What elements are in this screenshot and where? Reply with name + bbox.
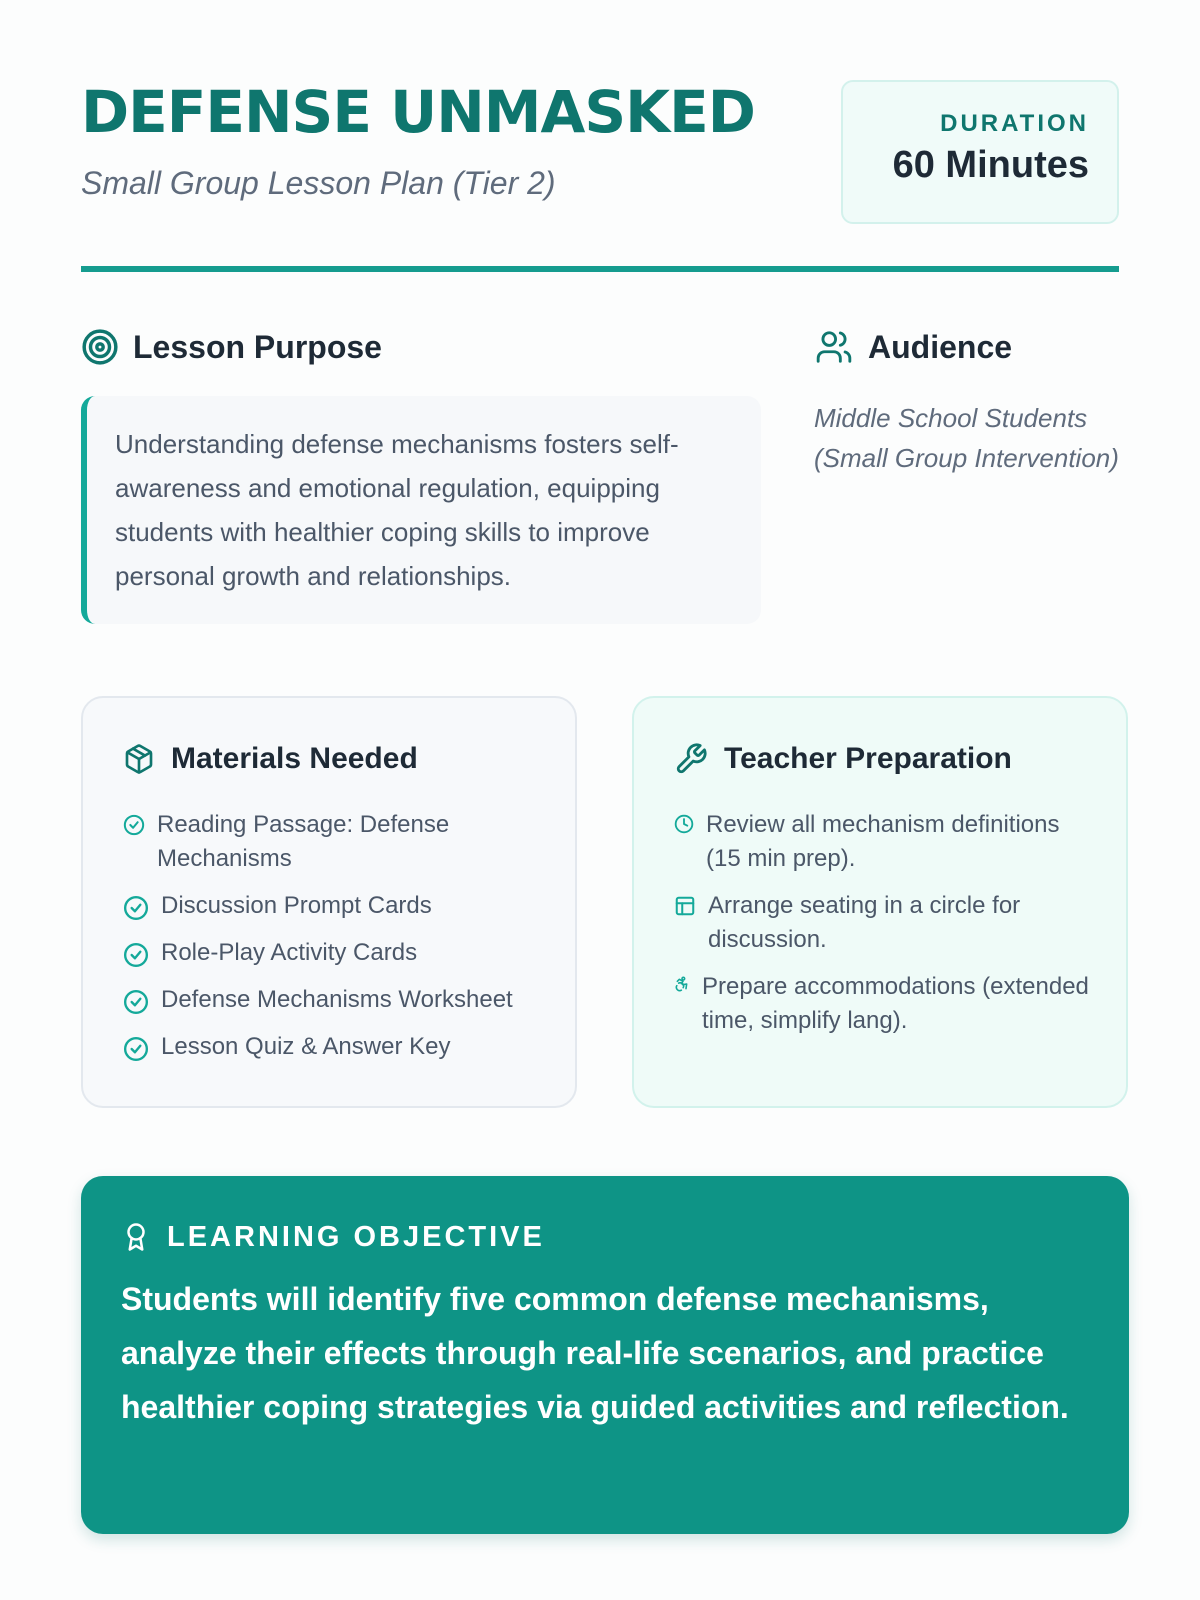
learning-objective-text: Students will identify five common defense mechanisms, analyze their effects through real-life scenarios, and practice healthier coping strategies via guided activities and reflection.	[121, 1281, 1069, 1425]
lesson-purpose-section	[81, 328, 761, 624]
list-item	[674, 889, 1090, 957]
list-item	[123, 889, 539, 923]
list-item	[674, 808, 1090, 876]
material-label: Defense Mechanisms Worksheet	[161, 986, 513, 1013]
target-icon	[81, 328, 119, 366]
list-item	[123, 808, 539, 876]
material-label: Discussion Prompt Cards	[161, 892, 432, 919]
preparation-label: Prepare accommodations (extended time, simplify lang).	[702, 973, 1089, 1034]
users-icon	[814, 328, 854, 366]
check-circle-icon	[123, 895, 149, 921]
check-circle-icon	[123, 989, 149, 1015]
list-item	[123, 936, 539, 970]
duration-badge	[841, 80, 1119, 224]
learning-objective-heading	[121, 1220, 1089, 1254]
materials-card	[81, 696, 577, 1108]
audience-heading	[814, 328, 1124, 366]
lesson-purpose-heading	[81, 328, 761, 366]
award-icon	[121, 1220, 151, 1254]
material-label: Lesson Quiz & Answer Key	[161, 1033, 451, 1060]
preparation-label: Review all mechanism definitions (15 min prep).	[706, 811, 1060, 872]
material-label: Reading Passage: Defense Mechanisms	[157, 811, 450, 872]
clock-icon	[674, 814, 694, 834]
check-circle-icon	[123, 942, 149, 968]
list-item	[123, 983, 539, 1017]
audience-title: Audience	[868, 328, 1013, 365]
accessibility-icon	[674, 976, 690, 992]
wrench-icon	[674, 742, 708, 776]
audience-text: Middle School Students (Small Group Intervention)	[814, 403, 1119, 473]
page-subtitle: Small Group Lesson Plan (Tier 2)	[81, 165, 556, 201]
lesson-purpose-card: Understanding defense mechanisms fosters self-awareness and emotional regulation, equipping students with healthier coping skills to improve personal growth and relationships.	[81, 396, 761, 624]
learning-objective-label: LEARNING OBJECTIVE	[167, 1220, 545, 1253]
audience-section	[814, 328, 1124, 478]
teacher-preparation-list	[674, 808, 1090, 1038]
layout-icon	[674, 895, 696, 917]
list-item	[674, 970, 1090, 1038]
materials-heading	[123, 742, 539, 776]
preparation-label: Arrange seating in a circle for discussion.	[708, 892, 1021, 953]
learning-objective-card	[81, 1176, 1129, 1534]
teacher-preparation-card	[632, 696, 1128, 1108]
header	[81, 0, 1119, 272]
teacher-preparation-title: Teacher Preparation	[724, 742, 1012, 775]
page-title: DEFENSE UNMASKED	[81, 78, 755, 146]
lesson-purpose-title: Lesson Purpose	[133, 328, 382, 365]
teacher-preparation-heading	[674, 742, 1090, 776]
check-circle-icon	[123, 1036, 149, 1062]
check-circle-icon	[123, 814, 145, 836]
materials-title: Materials Needed	[171, 742, 418, 775]
materials-list	[123, 808, 539, 1064]
package-icon	[123, 743, 155, 775]
duration-value: 60 Minutes	[892, 144, 1089, 186]
material-label: Role-Play Activity Cards	[161, 939, 418, 966]
duration-label: DURATION	[940, 110, 1089, 137]
list-item	[123, 1030, 539, 1064]
